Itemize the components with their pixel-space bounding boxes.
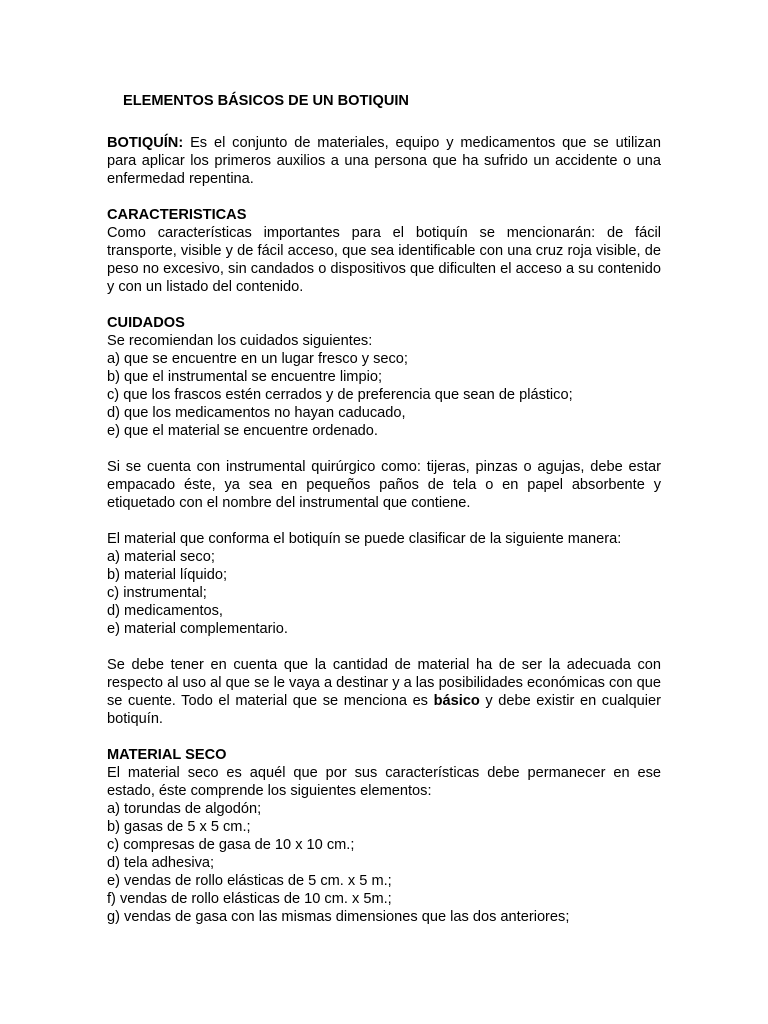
instrumental-paragraph: Si se cuenta con instrumental quirúrgico como: tijeras, pinzas o agujas, debe estar empacado éste, ya sea en pequeños paños de tela o en papel absorbente y etiquetado con el nombre del instrumental que contiene. xyxy=(107,459,661,511)
list-item: d) medicamentos, xyxy=(107,603,223,619)
list-item: e) vendas de rollo elásticas de 5 cm. x 5 m.; xyxy=(107,873,392,889)
intro-paragraph xyxy=(107,134,661,188)
list-item: a) que se encuentre en un lugar fresco y seco; xyxy=(107,351,408,367)
clasificacion-lead: El material que conforma el botiquín se puede clasificar de la siguiente manera: xyxy=(107,531,622,547)
intro-text: Es el conjunto de materiales, equipo y medicamentos que se utilizan para aplicar los primeros auxilios a una persona que ha sufrido un accidente o una enfermedad repentina. xyxy=(107,135,661,187)
cantidad-text-before: Se debe tener en cuenta que la cantidad de material ha de ser la adecuada con respecto al uso al que se le vaya a destinar y a las posibilidades económicas con que se cuente. Todo el material que se menciona es xyxy=(107,657,661,709)
list-item: e) material complementario. xyxy=(107,621,288,637)
cantidad-text-after: y debe existir en cualquier botiquín. xyxy=(107,693,661,727)
list-item: a) torundas de algodón; xyxy=(107,801,262,817)
list-item: d) que los medicamentos no hayan caducado, xyxy=(107,405,406,421)
list-item: b) gasas de 5 x 5 cm.; xyxy=(107,819,251,835)
list-item: b) que el instrumental se encuentre limpio; xyxy=(107,369,382,385)
list-item: c) instrumental; xyxy=(107,585,207,601)
list-item: d) tela adhesiva; xyxy=(107,855,215,871)
list-item: g) vendas de gasa con las mismas dimensiones que las dos anteriores; xyxy=(107,909,570,925)
section-caracteristicas xyxy=(107,206,661,296)
list-item: f) vendas de rollo elásticas de 10 cm. x 5m.; xyxy=(107,891,392,907)
document-page xyxy=(107,92,661,944)
cuidados-lead: Se recomiendan los cuidados siguientes: xyxy=(107,333,373,349)
list-item: e) que el material se encuentre ordenado. xyxy=(107,423,378,439)
list-item: a) material seco; xyxy=(107,549,215,565)
section-material-seco xyxy=(107,746,661,926)
section-cuidados xyxy=(107,314,661,440)
list-item: c) compresas de gasa de 10 x 10 cm.; xyxy=(107,837,355,853)
caracteristicas-text: Como características importantes para el botiquín se mencionarán: de fácil transporte, visible y de fácil acceso, que sea identificable con una cruz roja visible, de peso no excesivo, sin candados o dispositivos que dificulten el acceso a su contenido y con un listado del contenido. xyxy=(107,225,661,295)
section-heading-material-seco: MATERIAL SECO xyxy=(107,747,227,763)
section-heading-cuidados: CUIDADOS xyxy=(107,315,185,331)
list-item: b) material líquido; xyxy=(107,567,228,583)
section-heading-caracteristicas: CARACTERISTICAS xyxy=(107,207,247,223)
intro-term: BOTIQUÍN: xyxy=(107,135,184,151)
document-title: ELEMENTOS BÁSICOS DE UN BOTIQUIN xyxy=(123,93,409,109)
section-clasificacion xyxy=(107,530,661,638)
list-item: c) que los frascos estén cerrados y de preferencia que sean de plástico; xyxy=(107,387,573,403)
cantidad-bold-word: básico xyxy=(433,693,480,709)
material-seco-text: El material seco es aquél que por sus características debe permanecer en ese estado, éste comprende los siguientes elementos: xyxy=(107,765,661,799)
cantidad-paragraph xyxy=(107,656,661,728)
